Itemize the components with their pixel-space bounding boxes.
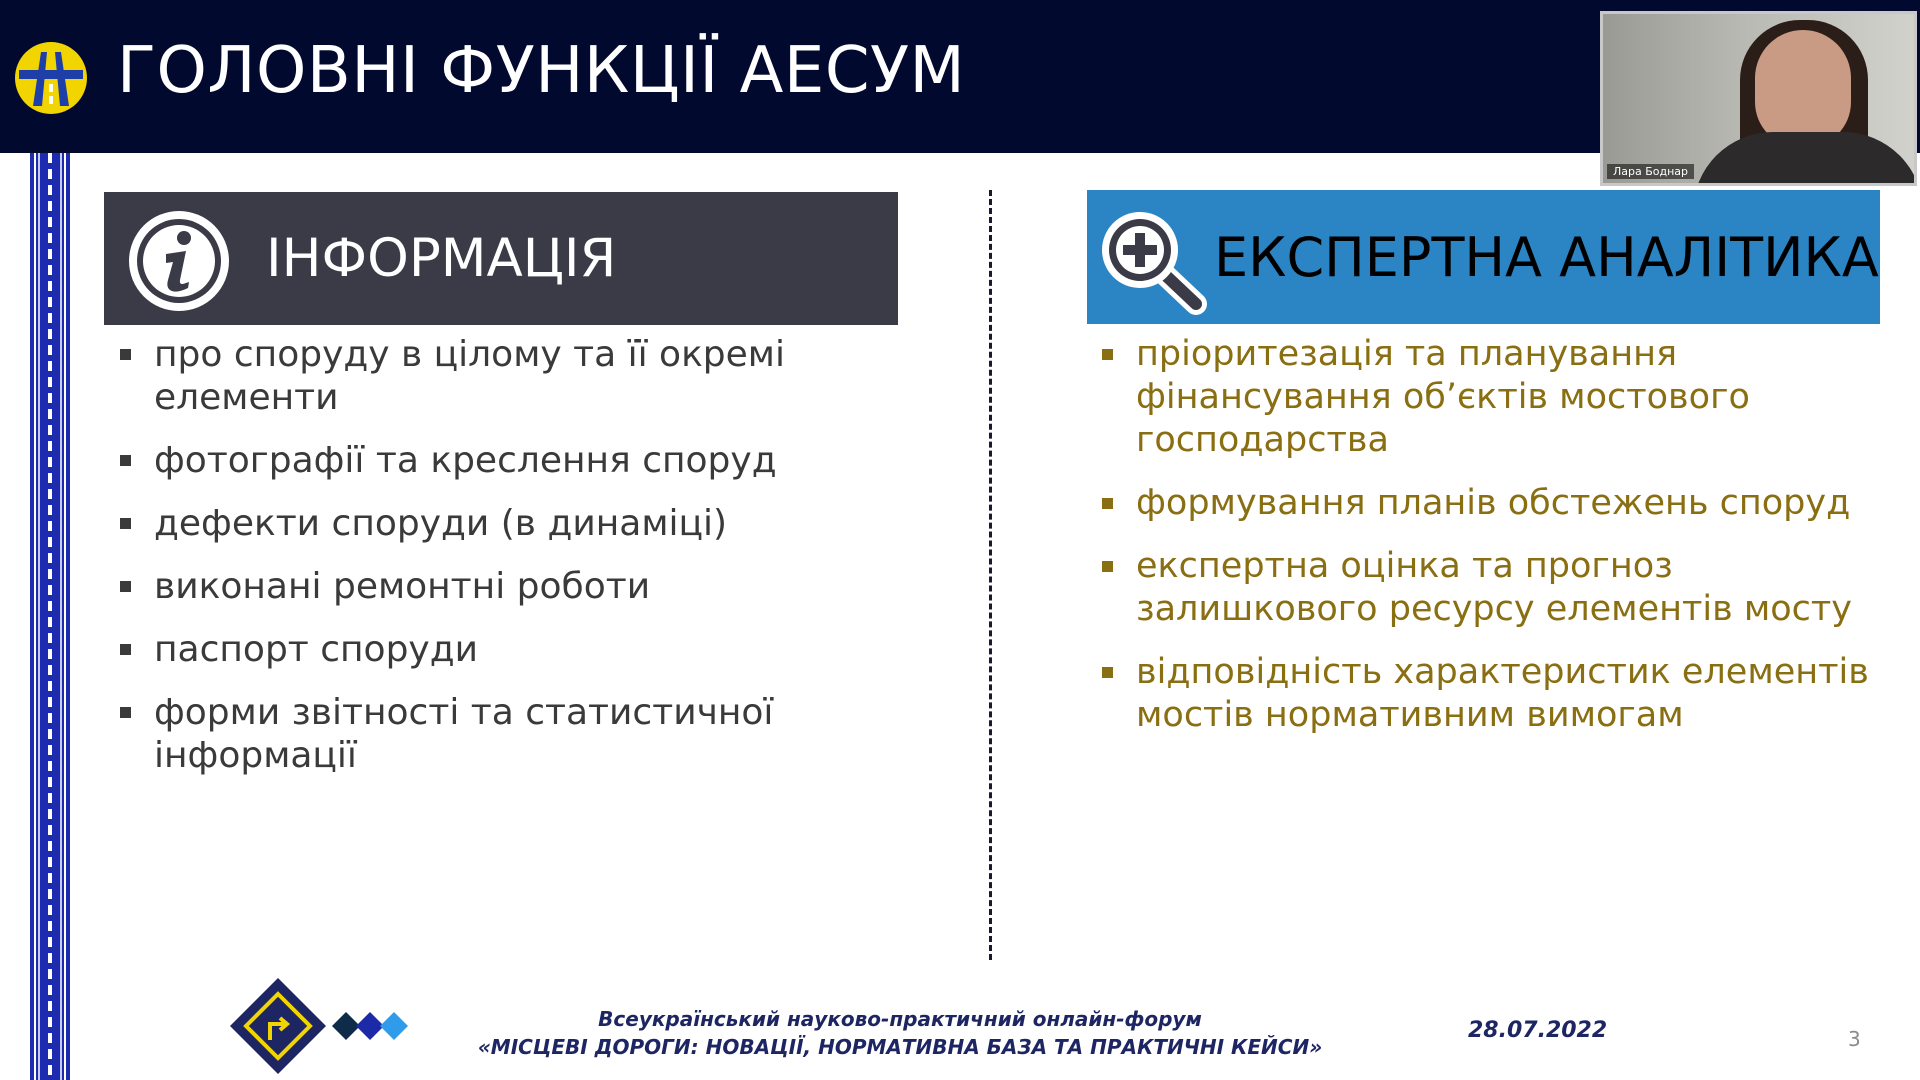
info-icon [124,206,234,316]
expert-analytics-heading: ЕКСПЕРТНА АНАЛІТИКА [1214,226,1879,289]
list-item: експертна оцінка та прогноз залишкового ресурсу елементів мосту [1102,545,1882,631]
list-item: фотографії та креслення споруд [120,439,880,482]
forum-caption [470,1005,1330,1061]
list-item: відповідність характеристик елементів мостів нормативним вимогам [1102,651,1882,737]
forum-logo [230,978,430,1074]
slide-title: ГОЛОВНІ ФУНКЦІЇ АЕСУМ [117,34,966,108]
list-item: пріоритезація та планування фінансування об’єктів мостового господарства [1102,333,1882,462]
column-divider [989,190,992,960]
road-agency-logo [13,40,89,116]
list-item: виконані ремонтні роботи [120,565,880,608]
list-item: паспорт споруди [120,628,880,671]
page-number: 3 [1848,1027,1861,1051]
expert-analytics-heading-box [1087,190,1880,324]
list-item: про споруду в цілому та її окремі елементи [120,333,880,419]
information-list [120,333,880,797]
information-heading: ІНФОРМАЦІЯ [266,228,617,289]
list-item: форми звітності та статистичної інформації [120,691,880,777]
participant-name-label: Лара Боднар [1607,164,1694,179]
expert-analytics-list [1102,333,1882,757]
forum-caption-line2: «МІСЦЕВІ ДОРОГИ: НОВАЦІЇ, НОРМАТИВНА БАЗА ТА ПРАКТИЧНІ КЕЙСИ» [477,1035,1323,1059]
forum-date: 28.07.2022 [1468,1018,1608,1043]
forum-caption-line1: Всеукраїнський науково-практичний онлайн-форум [598,1007,1202,1031]
participant-face [1755,30,1851,148]
list-item: дефекти споруди (в динаміці) [120,502,880,545]
road-stripe-decoration [30,153,70,1080]
information-heading-box [104,192,898,325]
webcam-video-tile[interactable] [1600,11,1917,186]
zoom-in-icon [1096,206,1210,320]
list-item: формування планів обстежень споруд [1102,482,1882,525]
